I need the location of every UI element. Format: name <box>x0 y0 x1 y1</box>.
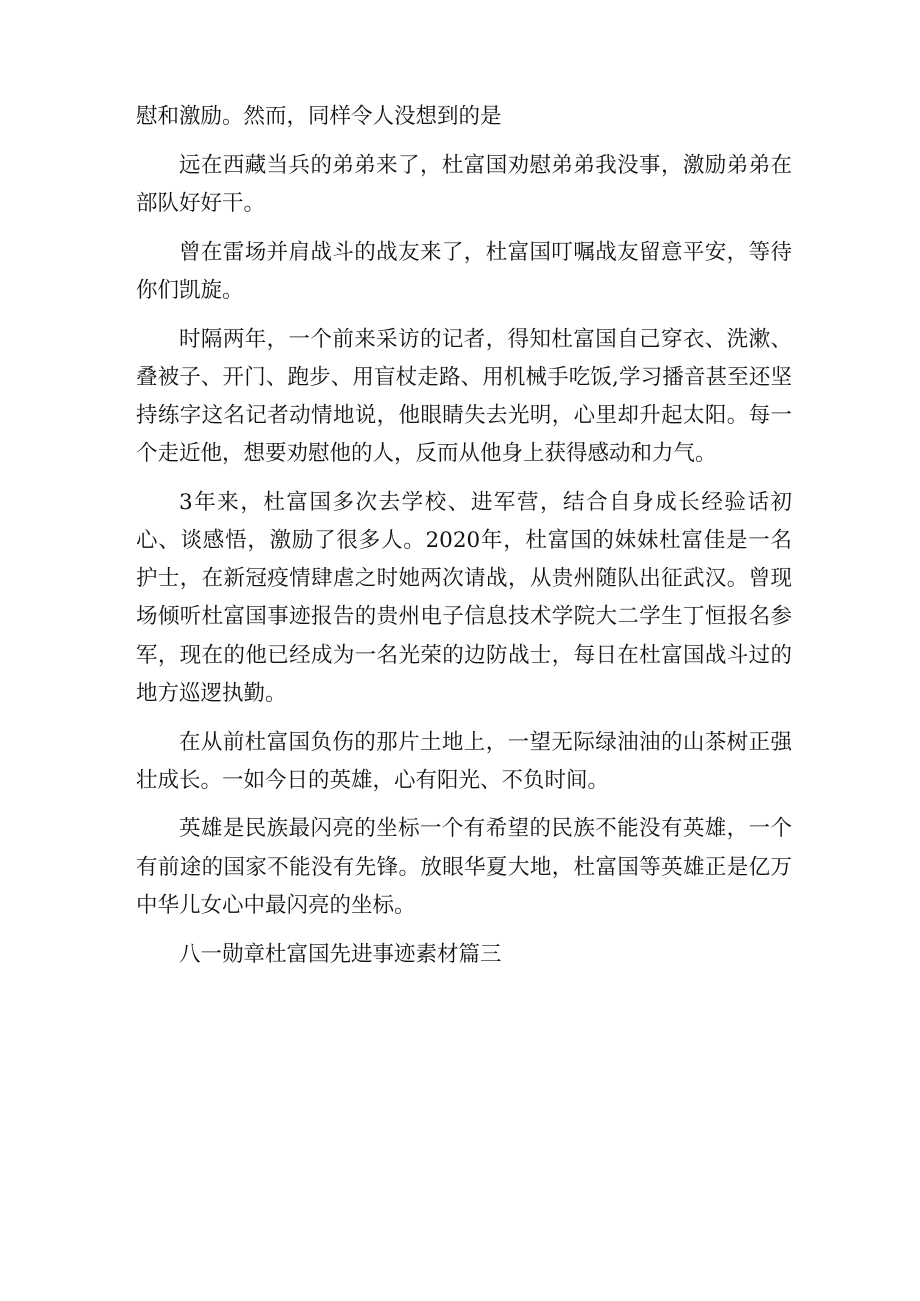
paragraph-reporter: 时隔两年，一个前来采访的记者，得知杜富国自己穿衣、洗漱、叠被子、开门、跑步、用盲杖走路、用机械手吃饭,学习播音甚至还坚持练字这名记者动情地说，他眼睛失去光明，心里却升起太阳。每一个走近他，想要劝慰他的人，反而从他身上获得感动和力气。 <box>136 326 792 467</box>
paragraph-comrades: 曾在雷场并肩战斗的战友来了，杜富国叮嘱战友留意平安，等待你们凯旋。 <box>136 239 792 303</box>
document-body <box>136 98 792 984</box>
paragraph-three-years: 3年来，杜富国多次去学校、进军营，结合自身成长经验话初心、谈感悟，激励了很多人。2020年，杜富国的妹妹杜富佳是一名护士，在新冠疫情肆虐之时她两次请战，从贵州随队出征武汉。曾现场倾听杜富国事迹报告的贵州电子信息技术学院大二学生丁恒报名参军，现在的他已经成为一名光荣的边防战士，每日在杜富国战斗过的地方巡逻执勤。 <box>136 489 792 706</box>
paragraph-continuation: 慰和激励。然而，同样令人没想到的是 <box>136 104 502 129</box>
paragraph-heroes: 英雄是民族最闪亮的坐标一个有希望的民族不能没有英雄，一个有前途的国家不能没有先锋。放眼华夏大地，杜富国等英雄正是亿万中华儿女心中最闪亮的坐标。 <box>136 816 792 918</box>
section-heading: 八一勋章杜富国先进事迹素材篇三 <box>179 941 502 967</box>
paragraph-tea-trees: 在从前杜富国负伤的那片土地上，一望无际绿油油的山茶树正强壮成长。一如今日的英雄，心有阳光、不负时间。 <box>136 729 792 793</box>
paragraph-brother: 远在西藏当兵的弟弟来了，杜富国劝慰弟弟我没事，激励弟弟在部队好好干。 <box>136 152 792 216</box>
